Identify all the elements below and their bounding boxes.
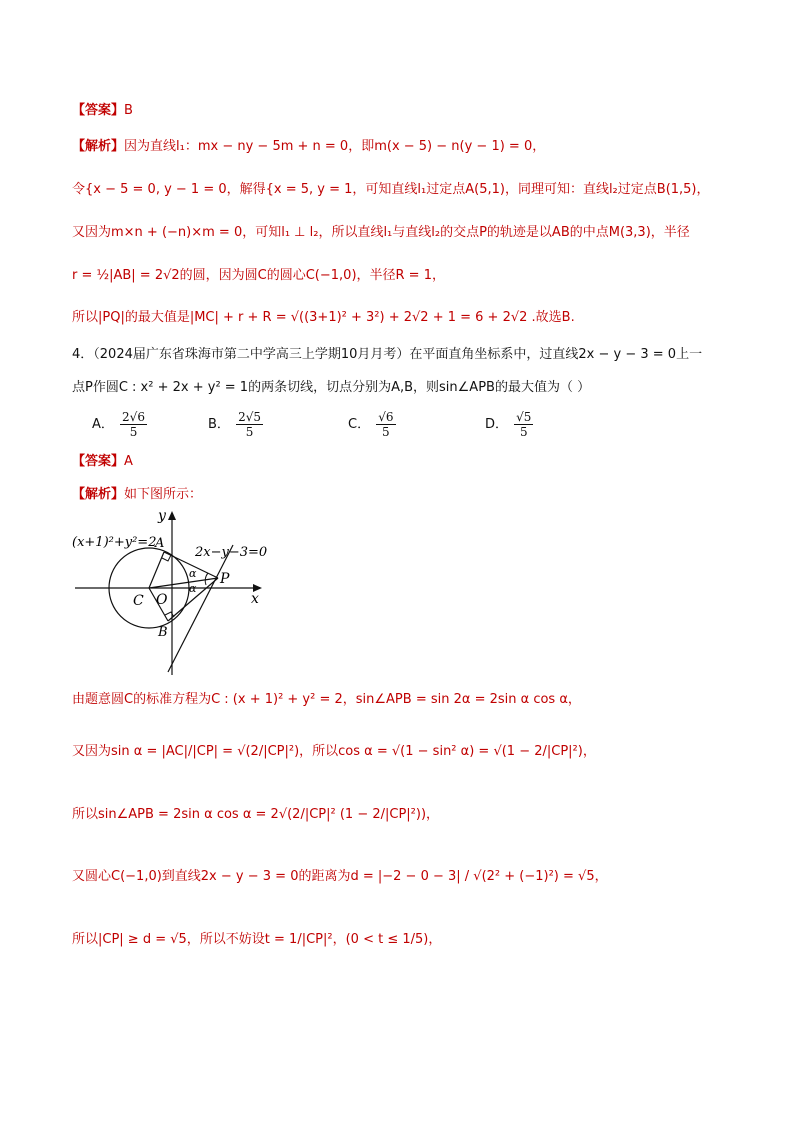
solution-line-2: 又因为sin α = |AC|/|CP| = √(2/|CP|²)，所以cos α = √(1 − sin² α) = √(1 − 2/|CP|²)， — [72, 744, 596, 759]
option-a-fraction — [120, 410, 147, 439]
label-b: B — [158, 625, 168, 640]
analysis1-line-3: 又因为m×n + (−n)×m = 0，可知l₁ ⊥ l₂，所以直线l₁与直线l₂的交点P的轨迹是以AB的中点M(3,3)，半径 — [72, 225, 690, 240]
label-x: x — [251, 591, 259, 607]
y-axis-arrow — [168, 511, 176, 520]
label-circle-eq: (x+1)²+y²=2 — [72, 535, 157, 550]
analysis1-line-4: r = ½|AB| = 2√2的圆，因为圆C的圆心C(−1,0)，半径R = 1， — [72, 268, 445, 283]
analysis1-line-2: 令{x − 5 = 0, y − 1 = 0，解得{x = 5, y = 1，可知直线l₁过定点A(5,1)，同理可知：直线l₂过定点B(1,5)， — [72, 182, 710, 197]
answer-label-2: 【答案】 — [72, 454, 125, 469]
answer-line-2 — [72, 452, 133, 472]
option-a-letter: A． — [92, 417, 114, 432]
option-a[interactable] — [92, 410, 149, 439]
option-a-num: 2√6 — [122, 410, 145, 424]
label-alpha-2: α — [189, 582, 197, 595]
right-angle-a — [162, 555, 171, 561]
analysis1-line-1 — [72, 137, 545, 157]
option-b-num: 2√5 — [238, 410, 261, 424]
answer-value-2: A — [124, 454, 133, 469]
line-l — [168, 545, 233, 672]
label-alpha-1: α — [189, 567, 197, 580]
analysis-label-2: 【解析】 — [72, 487, 125, 502]
label-p: P — [220, 571, 230, 587]
solution-line-5: 所以|CP| ≥ d = √5，所以不妨设t = 1/|CP|²，(0 < t ≤ 1/5)， — [72, 932, 442, 947]
solution-line-3: 所以sin∠APB = 2sin α cos α = 2√(2/|CP|² (1 − 2/|CP|²))， — [72, 807, 440, 822]
question-line-1: 4．（2024届广东省珠海市第二中学高三上学期10月月考）在平面直角坐标系中，过直线2x − y − 3 = 0上一 — [72, 347, 703, 362]
option-d-letter: D． — [485, 417, 509, 432]
option-c-num: √6 — [378, 410, 394, 424]
option-b-den: 5 — [245, 425, 254, 439]
analysis-label: 【解析】 — [72, 139, 125, 154]
label-o: O — [156, 592, 168, 608]
option-c-den: 5 — [382, 425, 390, 439]
tangent-figure — [70, 505, 270, 680]
label-y: y — [158, 508, 166, 524]
analysis1-line-5: 所以|PQ|的最大值是|MC| + r + R = √((3+1)² + 3²) + 2√2 + 1 = 6 + 2√2 .故选B. — [72, 310, 575, 325]
option-b[interactable] — [208, 410, 265, 439]
option-b-fraction — [236, 410, 263, 439]
option-d-den: 5 — [519, 425, 528, 439]
option-d-fraction — [514, 410, 533, 439]
label-c: C — [133, 593, 144, 609]
option-b-letter: B． — [208, 417, 230, 432]
label-a: A — [155, 536, 165, 551]
option-c-fraction — [376, 410, 395, 439]
option-d[interactable] — [485, 410, 535, 439]
option-a-den: 5 — [129, 425, 138, 439]
label-line-eq: 2x−y−3=0 — [195, 545, 268, 560]
answer-line-1 — [72, 101, 133, 121]
solution-line-4: 又圆心C(−1,0)到直线2x − y − 3 = 0的距离为d = |−2 − 0 − 3| / √(2² + (−1)²) = √5， — [72, 869, 608, 884]
analysis2-intro: 如下图所示： — [124, 487, 203, 502]
option-c[interactable] — [348, 410, 398, 439]
answer-value: B — [124, 103, 133, 118]
option-d-num: √5 — [516, 410, 532, 424]
analysis2-line-1 — [72, 485, 202, 505]
answer-label: 【答案】 — [72, 103, 125, 118]
analysis1-text-1: 因为直线l₁：mx − ny − 5m + n = 0，即m(x − 5) − n(y − 1) = 0， — [124, 139, 546, 154]
option-c-letter: C． — [348, 417, 371, 432]
segment-ca — [149, 552, 164, 588]
solution-line-1: 由题意圆C的标准方程为C : (x + 1)² + y² = 2，sin∠APB = sin 2α = 2sin α cos α， — [72, 692, 581, 707]
question-line-2: 点P作圆C : x² + 2x + y² = 1的两条切线，切点分别为A,B，则sin∠APB的最大值为（ ） — [72, 380, 591, 395]
